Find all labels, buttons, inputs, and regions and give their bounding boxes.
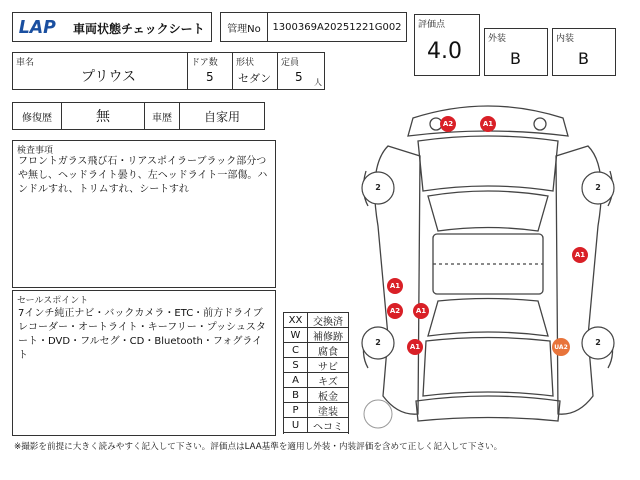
capacity-box: [277, 52, 325, 90]
inspection-text: フロントガラス飛び石・リアスポイラーブラック部分つや無し、ヘッドライト曇り、左ヘッドライト一部傷。ハンドルすれ、トリムすれ、シートすれ: [18, 156, 268, 195]
damage-marker: UA2: [552, 338, 570, 356]
legend-meaning: サビ: [318, 361, 338, 373]
logo-text: LAP: [18, 18, 56, 38]
damage-marker: A1: [572, 247, 588, 263]
mgmt-label: 管理No: [220, 12, 268, 42]
exterior-value: B: [510, 49, 521, 68]
eval-label: 評価点: [418, 20, 446, 30]
vehicle-name-box: [12, 52, 188, 90]
damage-marker: A2: [387, 303, 403, 319]
header-title-box: [12, 12, 212, 42]
capacity-label: 定員: [281, 58, 300, 68]
legend-meaning: 交換済: [313, 316, 343, 328]
trunk-outline: [423, 338, 553, 397]
legend-meaning: 補修跡: [313, 331, 343, 343]
usage-label: 車歴: [144, 102, 180, 130]
legend-code: XX: [284, 313, 308, 327]
tire-rear-right-depth: 2: [595, 338, 601, 347]
legend-meaning: 腐食: [318, 346, 338, 358]
doors-box: [187, 52, 233, 90]
legend-code: U: [284, 418, 308, 432]
sales-box: [12, 290, 276, 436]
legend-meaning: ヘコミ: [313, 421, 343, 433]
capacity-unit: 人: [314, 78, 322, 87]
inspection-label: 検査事項: [17, 146, 54, 156]
hood-outline: [418, 136, 558, 191]
footer-note: ※撮影を前提に大きく読みやすく記入して下さい。評価点はLAA基準を適用し外装・内装評価を含めて正しく記入して下さい。: [14, 442, 503, 452]
legend-table: [283, 312, 349, 434]
damage-marker: A1: [407, 339, 423, 355]
windshield-outline: [428, 191, 548, 231]
shape-box: [232, 52, 278, 90]
car-diagram: [358, 96, 618, 436]
tire-rear-left-depth: 2: [375, 338, 381, 347]
damage-marker: A1: [413, 303, 429, 319]
legend-meaning: 塗装: [318, 406, 338, 418]
vehicle-name-value: プリウス: [81, 69, 137, 85]
spare-tire-icon: [364, 400, 392, 428]
mgmt-value: 1300369A20251221G002: [267, 12, 407, 42]
interior-box: [552, 28, 616, 76]
eval-value: 4.0: [427, 39, 462, 64]
legend-row: [284, 388, 348, 403]
tire-front-right-depth: 2: [595, 183, 601, 192]
repair-label: 修復歴: [12, 102, 62, 130]
legend-code: P: [284, 403, 308, 417]
tire-front-left-depth: 2: [375, 183, 381, 192]
legend-row: [284, 343, 348, 358]
legend-row: [284, 403, 348, 418]
eval-box: [414, 14, 480, 76]
sales-label: セールスポイント: [17, 296, 89, 306]
legend-code: A: [284, 373, 308, 387]
capacity-value: 5: [295, 70, 303, 84]
legend-code: W: [284, 328, 308, 342]
shape-label: 形状: [236, 58, 255, 68]
rear-bumper-outline: [416, 396, 560, 421]
usage-value: 自家用: [179, 102, 265, 130]
vehicle-name-label: 車名: [16, 58, 35, 68]
shape-value: セダン: [238, 72, 272, 85]
lap-logo-icon: [17, 16, 69, 38]
inspection-box: [12, 140, 276, 288]
legend-code: B: [284, 388, 308, 402]
sales-text: 7インチ純正ナビ・バックカメラ・ETC・前方ドライブレコーダー・オートライト・キーフリー・プッシュスタート・DVD・フルセグ・CD・Bluetooth・フォグライト: [18, 308, 266, 361]
sheet-title: 車両状態チェックシート: [73, 22, 205, 36]
doors-value: 5: [206, 70, 214, 84]
legend-meaning: キズ: [318, 376, 338, 388]
interior-value: B: [578, 49, 589, 68]
legend-row: [284, 418, 348, 433]
legend-row: [284, 373, 348, 388]
exterior-label: 外装: [488, 34, 507, 44]
damage-marker: A1: [480, 116, 496, 132]
legend-row: [284, 313, 348, 328]
legend-row: [284, 328, 348, 343]
damage-marker: A2: [440, 116, 456, 132]
exterior-box: [484, 28, 548, 76]
interior-label: 内装: [556, 34, 575, 44]
repair-value: 無: [61, 102, 145, 130]
legend-meaning: 板金: [318, 391, 338, 403]
legend-code: C: [284, 343, 308, 357]
damage-marker: A1: [387, 278, 403, 294]
legend-code: S: [284, 358, 308, 372]
doors-label: ドア数: [191, 58, 218, 68]
rear-window-outline: [428, 299, 548, 337]
legend-row: [284, 358, 348, 373]
